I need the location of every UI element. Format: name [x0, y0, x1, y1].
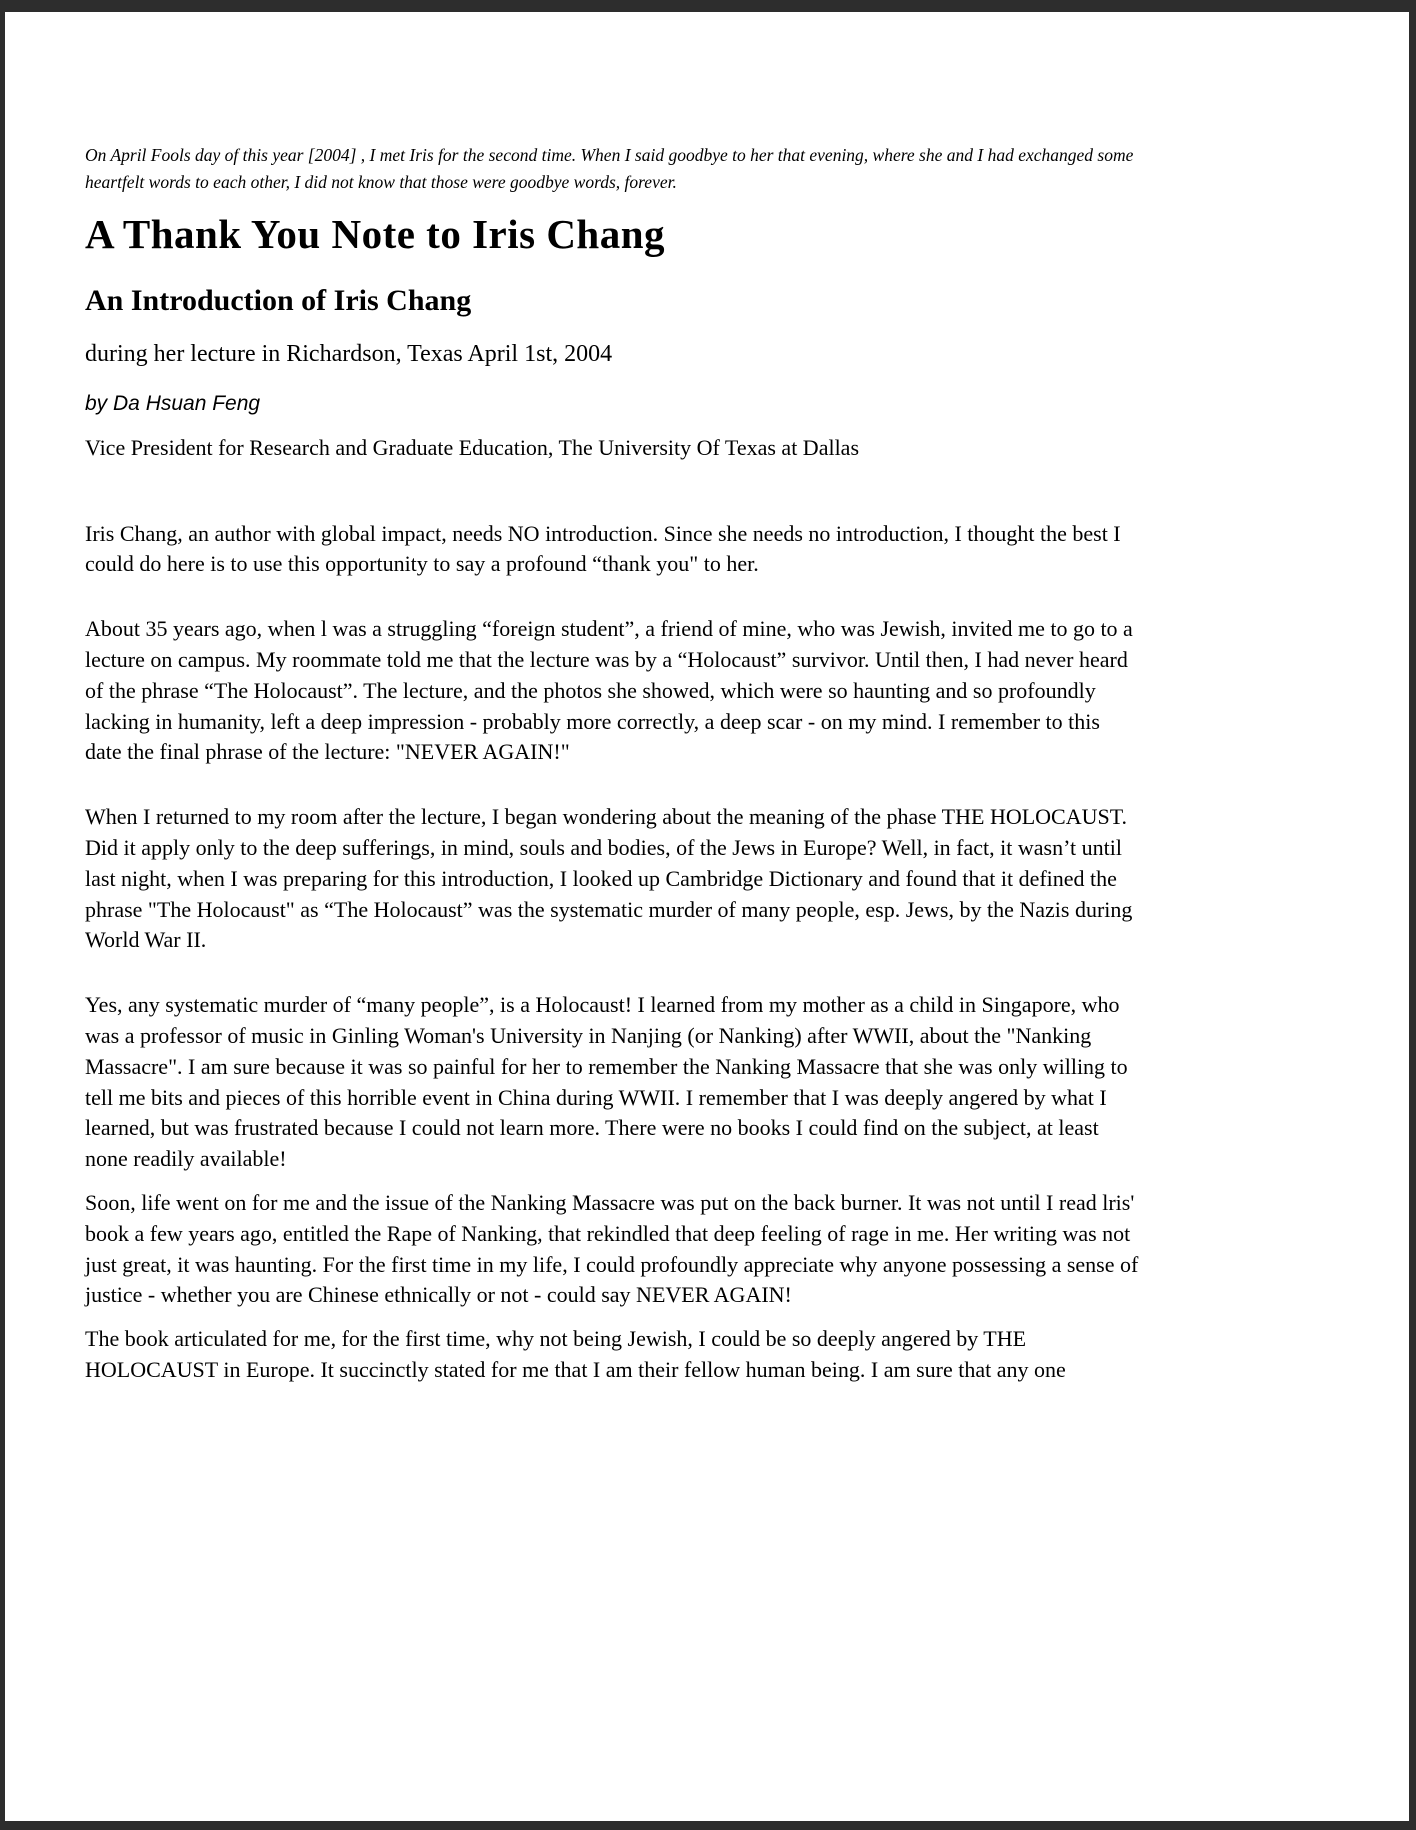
author-affiliation: Vice President for Research and Graduate Education, The University Of Texas at Dallas	[85, 435, 860, 461]
paragraph-1: Iris Chang, an author with global impact, needs NO introduction. Since she needs no introduction, I thought the best I could do here is to use this opportunity to say a profound “thank you" to her.	[85, 520, 1121, 577]
document-subtitle: An Introduction of Iris Chang	[85, 284, 472, 318]
intro-note: On April Fools day of this year [2004] , I met Iris for the second time. When I said goodbye to her that evening, where she and I had exchanged some heartfelt words to each other, I did not know that those were goodbye words, forever.	[85, 145, 1134, 192]
paragraph-5: Soon, life went on for me and the issue of the Nanking Massacre was put on the back burner. It was not until I read lris' book a few years ago, entitled the Rape of Nanking, that rekindled that deep feeling of rage in me. Her writing was not just great, it was haunting. For the first time in my life, I could profoundly appreciate why anyone possessing a sense of justice - whether you are Chinese ethnically or not - could say NEVER AGAIN!	[85, 1189, 1139, 1308]
paragraph-4: Yes, any systematic murder of “many people”, is a Holocaust! I learned from my mother as a child in Singapore, who was a professor of music in Ginling Woman's University in Nanjing (or Nanking) after WWII, about the "Nanking Massacre". I am sure because it was so painful for her to remember the Nanking Massacre that she was only willing to tell me bits and pieces of this horrible event in China during WWII. I remember that I was deeply angered by what I learned, but was frustrated because I could not learn more. There were no books I could find on the subject, at least none readily available!	[85, 992, 1128, 1172]
byline: by Da Hsuan Feng	[85, 391, 261, 415]
paragraph-2: About 35 years ago, when l was a struggling “foreign student”, a friend of mine, who was Jewish, invited me to go to a lecture on campus. My roommate told me that the lecture was by a “Holocaust” survivor. Until then, I had never heard of the phrase “The Holocaust”. The lecture, and the photos she showed, which were so haunting and so profoundly lacking in humanity, left a deep impression - probably more correctly, a deep scar - on my mind. I remember to this date the final phrase of the lecture: "NEVER AGAIN!"	[85, 616, 1133, 765]
lecture-occasion: during her lecture in Richardson, Texas April 1st, 2004	[85, 341, 613, 368]
paragraph-3: When I returned to my room after the lecture, I began wondering about the meaning of the phase THE HOLOCAUST. Did it apply only to the deep sufferings, in mind, souls and bodies, of the Jews in Europe? Well, in fact, it wasn’t until last night, when I was preparing for this introduction, I looked up Cambridge Dictionary and found that it defined the phrase "The Holocaust" as “The Holocaust” was the systematic murder of many people, esp. Jews, by the Nazis during World War II.	[85, 804, 1133, 953]
paragraph-6: The book articulated for me, for the first time, why not being Jewish, I could be so deeply angered by THE HOLOCAUST in Europe. It succinctly stated for me that I am their fellow human being. I am sure that any one	[85, 1326, 1066, 1382]
document-title: A Thank You Note to Iris Chang	[85, 211, 666, 257]
